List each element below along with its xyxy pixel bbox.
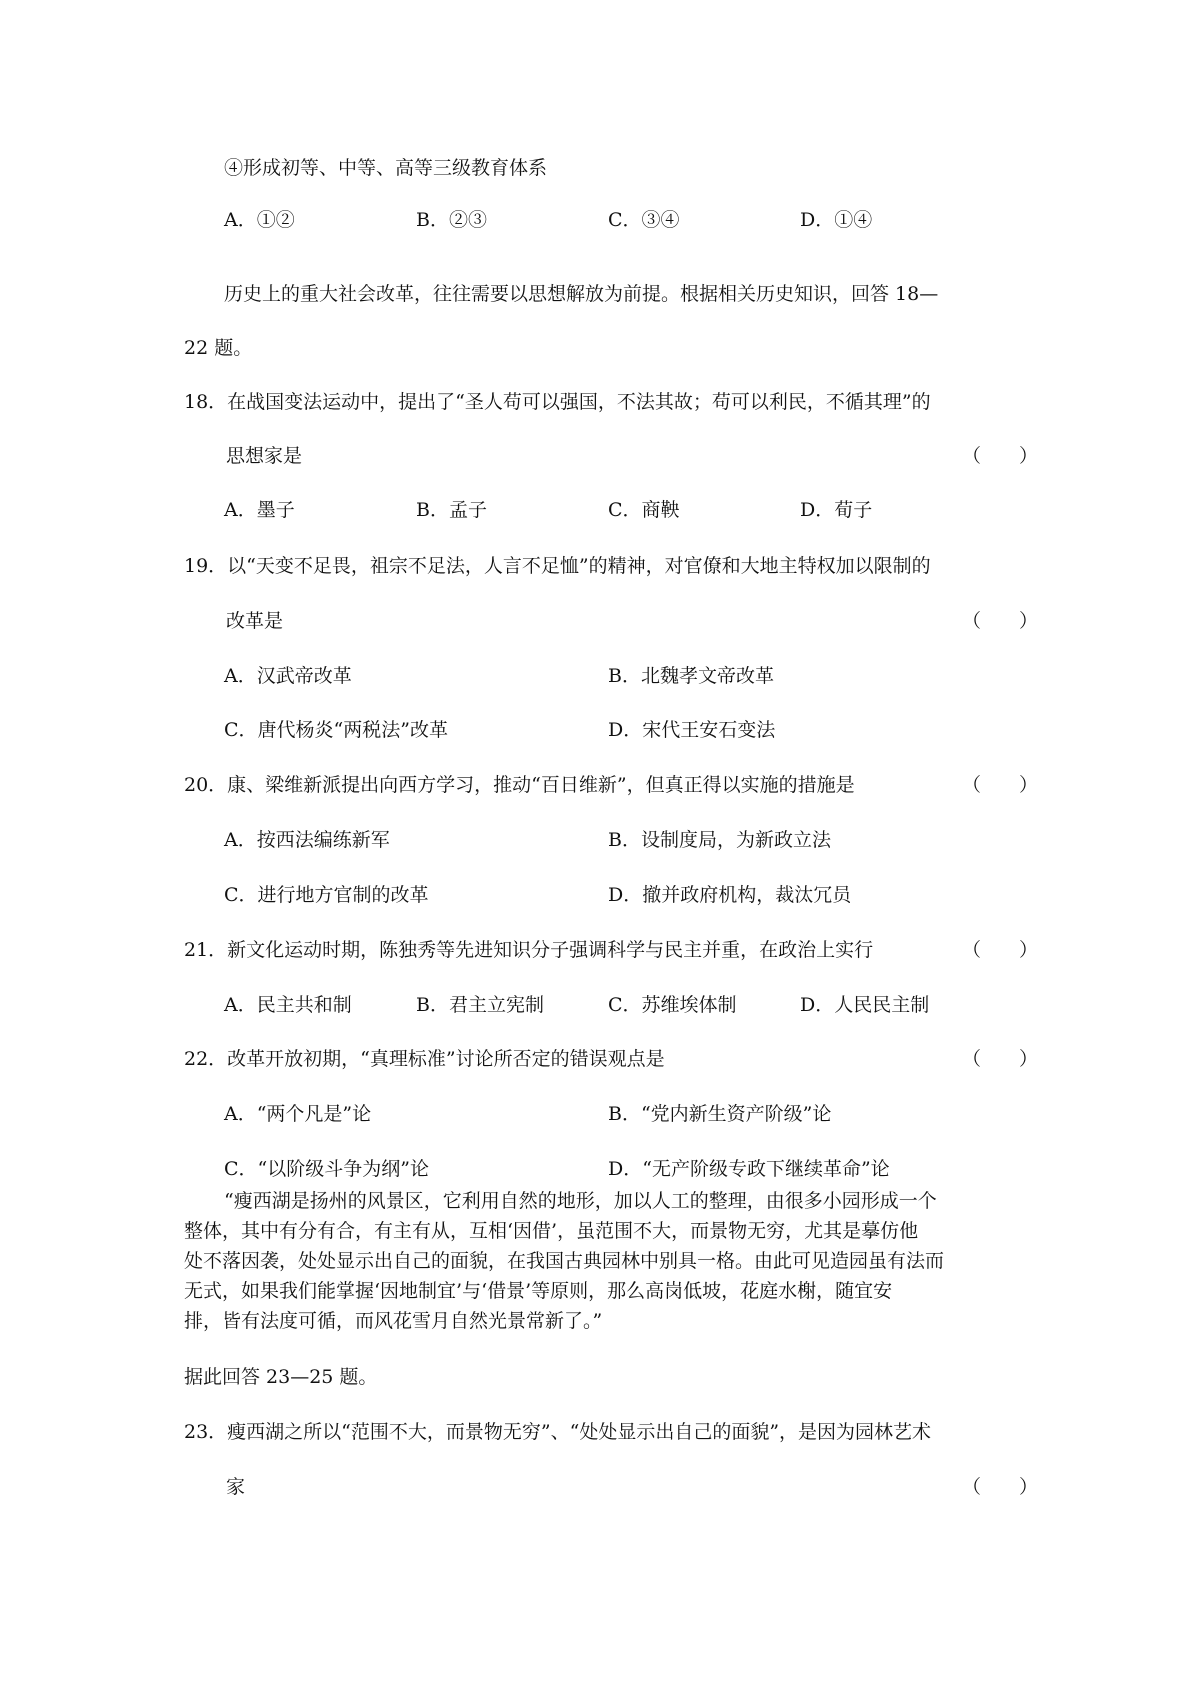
option-a: A．民主共和制	[224, 994, 352, 1016]
option-a: A．汉武帝改革	[224, 665, 352, 687]
option-c: C．商鞅	[608, 499, 680, 521]
option-d: D．人民民主制	[800, 994, 930, 1016]
answer-blank: （ ）	[962, 610, 1039, 632]
option-d: D．撤并政府机构，裁汰冗员	[608, 884, 852, 906]
option-c: C．进行地方官制的改革	[224, 884, 429, 906]
section-intro-cont: 22 题。	[184, 337, 253, 359]
option-c: C．③④	[608, 209, 680, 231]
question-text: 22．改革开放初期，“真理标准”讨论所否定的错误观点是	[184, 1048, 665, 1070]
option-d: D．荀子	[800, 499, 873, 521]
passage-line: 排，皆有法度可循，而风花雪月自然光景常新了。”	[184, 1310, 603, 1332]
option-a: A．①②	[224, 209, 295, 231]
question-text: 18．在战国变法运动中，提出了“圣人苟可以强国，不法其故；苟可以利民，不循其理”的	[184, 391, 931, 413]
passage-line: “瘦西湖是扬州的风景区，它利用自然的地形，加以人工的整理，由很多小园形成一个	[224, 1190, 937, 1212]
question-text: 23．瘦西湖之所以“范围不大，而景物无穷”、“处处显示出自己的面貌”，是因为园林艺术	[184, 1421, 932, 1443]
option-b: B．设制度局，为新政立法	[608, 829, 831, 851]
answer-blank: （ ）	[962, 445, 1039, 467]
passage-line: 无式，如果我们能掌握‘因地制宜’与‘借景’等原则，那么高岗低坡，花庭水榭，随宜安	[184, 1280, 893, 1302]
question-text: 21．新文化运动时期，陈独秀等先进知识分子强调科学与民主并重，在政治上实行	[184, 939, 874, 961]
answer-blank: （ ）	[962, 1048, 1039, 1070]
option-a: A．按西法编练新军	[224, 829, 390, 851]
question-text-cont: 思想家是	[226, 445, 303, 467]
passage-line: 整体，其中有分有合，有主有从，互相‘因借’，虽范围不大，而景物无穷，尤其是摹仿他	[184, 1220, 919, 1242]
option-c: C．苏维埃体制	[608, 994, 737, 1016]
answer-blank: （ ）	[962, 774, 1039, 796]
option-d: D．①④	[800, 209, 873, 231]
passage-line: 处不落因袭，处处显示出自己的面貌，在我国古典园林中别具一格。由此可见造园虽有法而	[184, 1250, 945, 1272]
question-text-cont: 改革是	[226, 610, 284, 632]
option-a: A．墨子	[224, 499, 295, 521]
option-c: C．“以阶级斗争为纲”论	[224, 1158, 429, 1180]
option-b: B．②③	[416, 209, 487, 231]
option-a: A．“两个凡是”论	[224, 1103, 372, 1125]
question-text: 20．康、梁维新派提出向西方学习，推动“百日维新”，但真正得以实施的措施是	[184, 774, 855, 796]
option-d: D．宋代王安石变法	[608, 719, 776, 741]
option-b: B．孟子	[416, 499, 487, 521]
question-text-cont: 家	[226, 1476, 246, 1498]
option-b: B．“党内新生资产阶级”论	[608, 1103, 832, 1125]
question-text: 19．以“天变不足畏，祖宗不足法，人言不足恤”的精神，对官僚和大地主特权加以限制的	[184, 555, 931, 577]
option-b: B．北魏孝文帝改革	[608, 665, 774, 687]
answer-blank: （ ）	[962, 1476, 1039, 1498]
item-4: ④形成初等、中等、高等三级教育体系	[224, 157, 548, 179]
option-b: B．君主立宪制	[416, 994, 544, 1016]
section-intro: 历史上的重大社会改革，往往需要以思想解放为前提。根据相关历史知识，回答 18—	[224, 283, 939, 305]
answer-blank: （ ）	[962, 939, 1039, 961]
option-c: C．唐代杨炎“两税法”改革	[224, 719, 448, 741]
option-d: D．“无产阶级专政下继续革命”论	[608, 1158, 890, 1180]
section-intro-2: 据此回答 23—25 题。	[184, 1366, 378, 1388]
